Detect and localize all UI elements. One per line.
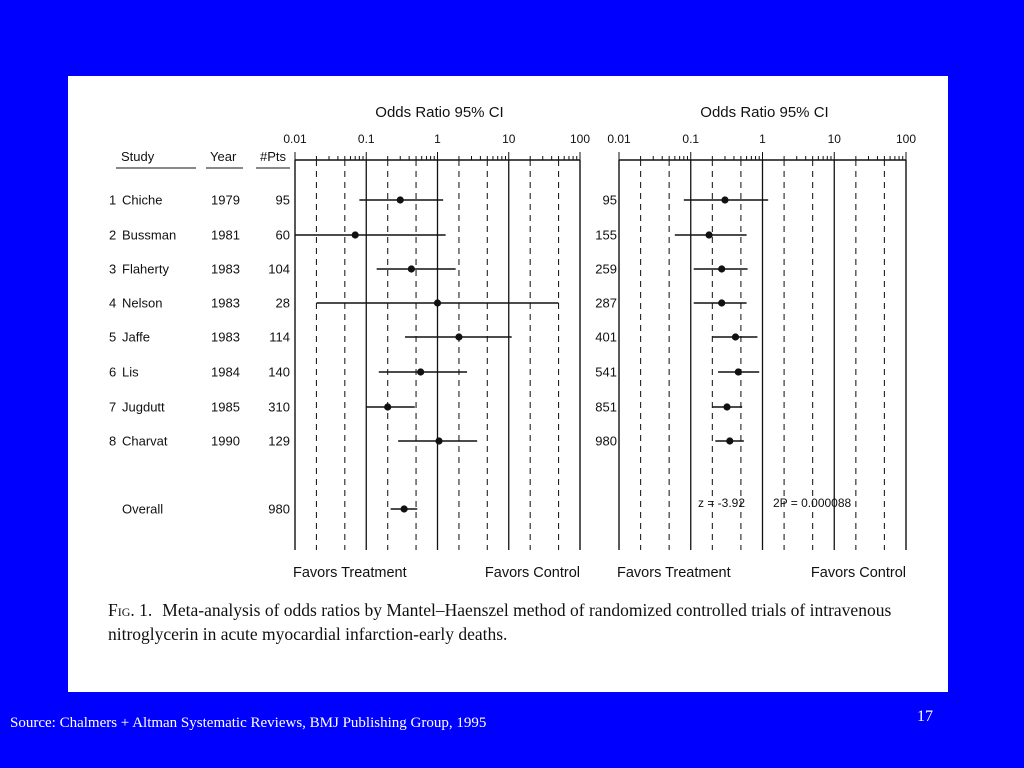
panel2-study-pts: 259 — [595, 261, 617, 277]
panel1-study-pts: 140 — [268, 364, 290, 380]
panel1-study-pts: 104 — [268, 261, 290, 277]
panel2-tick-label: 10 — [827, 132, 841, 146]
stat-p: 2P = 0.000088 — [773, 496, 852, 510]
forest-plot-figure — [68, 76, 948, 596]
panel2-point-estimate — [718, 299, 725, 306]
panel1-study-pts: 28 — [275, 295, 290, 311]
header-pts: #Pts — [260, 149, 287, 164]
header-study: Study — [121, 149, 155, 164]
panel1-study-pts: 129 — [268, 433, 290, 449]
panel1-tick-label: 1 — [434, 132, 441, 146]
panel1-point-estimate — [397, 196, 404, 203]
study-year: 1984 — [211, 364, 240, 380]
panel2-point-estimate — [723, 403, 730, 410]
figure-caption-label: Fig. 1. — [108, 600, 153, 620]
panel2-point-estimate — [718, 265, 725, 272]
panel1-tick-label: 0.01 — [283, 132, 307, 146]
panel1-overall-pts: 980 — [268, 501, 290, 517]
panel1-point-estimate — [455, 333, 462, 340]
panel2-tick-label: 100 — [895, 132, 917, 146]
panel1-tick-label: 100 — [569, 132, 591, 146]
panel1-title: Odds Ratio 95% CI — [375, 104, 504, 121]
panel2-tick-label: 0.01 — [607, 132, 631, 146]
figure-caption — [108, 598, 938, 646]
panel1-point-estimate — [434, 299, 441, 306]
study-number: 6 — [109, 364, 117, 380]
study-name: Charvat — [122, 433, 168, 449]
study-year: 1985 — [211, 399, 240, 415]
panel1-study-pts: 310 — [268, 399, 290, 415]
panel2-point-estimate — [735, 368, 742, 375]
panel2-study-pts: 851 — [595, 399, 617, 415]
panel1-tick-label: 10 — [502, 132, 516, 146]
panel2-footer-left: Favors Treatment — [617, 565, 731, 581]
panel2-study-pts: 95 — [602, 192, 617, 208]
panel2-point-estimate — [705, 231, 712, 238]
figure — [68, 76, 948, 692]
slide-number: 17 — [917, 708, 933, 725]
study-name: Nelson — [122, 295, 163, 311]
study-name: Bussman — [122, 227, 177, 243]
study-number: 5 — [109, 329, 117, 345]
figure-caption-text: Meta-analysis of odds ratios by Mantel–Haenszel method of randomized controlled trials of intravenous nitroglycerin in acute myocardial infarction-early deaths. — [108, 600, 892, 644]
panel1-study-pts: 60 — [275, 227, 290, 243]
panel1-point-estimate — [352, 231, 359, 238]
source-citation: Source: Chalmers + Altman Systematic Reviews, BMJ Publishing Group, 1995 — [10, 715, 487, 731]
header-year: Year — [210, 149, 237, 164]
panel1-footer-right: Favors Control — [484, 565, 580, 581]
study-number: 1 — [109, 192, 117, 208]
panel2-title: Odds Ratio 95% CI — [700, 104, 829, 121]
study-year: 1983 — [211, 329, 240, 345]
study-number: 8 — [109, 433, 117, 449]
panel2-study-pts: 980 — [595, 433, 617, 449]
study-year: 1979 — [211, 192, 240, 208]
overall-label: Overall — [122, 501, 164, 517]
study-number: 2 — [109, 227, 117, 243]
study-name: Chiche — [122, 192, 163, 208]
panel2-footer-right: Favors Control — [810, 565, 906, 581]
panel2-tick-label: 0.1 — [682, 132, 700, 146]
panel2-point-estimate — [726, 437, 733, 444]
stat-z: z = -3.92 — [698, 496, 746, 510]
panel1-tick-label: 0.1 — [357, 132, 375, 146]
panel1-study-pts: 114 — [269, 329, 290, 345]
study-number: 3 — [109, 261, 117, 277]
study-number: 7 — [109, 399, 117, 415]
study-year: 1983 — [211, 261, 240, 277]
study-name: Jaffe — [122, 329, 150, 345]
panel2-point-estimate — [721, 196, 728, 203]
panel1-point-estimate — [384, 403, 391, 410]
panel1-point-estimate — [435, 437, 442, 444]
panel2-tick-label: 1 — [759, 132, 766, 146]
study-number: 4 — [109, 295, 117, 311]
panel2-study-pts: 401 — [595, 329, 617, 345]
panel2-study-pts: 287 — [595, 295, 617, 311]
panel1-footer-left: Favors Treatment — [293, 565, 407, 581]
panel1-study-pts: 95 — [275, 192, 290, 208]
panel1-overall-point-estimate — [401, 505, 408, 512]
panel1-point-estimate — [408, 265, 415, 272]
panel1-point-estimate — [417, 368, 424, 375]
study-name: Jugdutt — [122, 399, 165, 415]
panel2-study-pts: 541 — [595, 364, 617, 380]
panel2-study-pts: 155 — [595, 227, 617, 243]
study-year: 1983 — [211, 295, 240, 311]
study-year: 1981 — [211, 227, 240, 243]
study-name: Lis — [122, 364, 139, 380]
study-name: Flaherty — [122, 261, 169, 277]
study-year: 1990 — [211, 433, 240, 449]
panel2-point-estimate — [732, 333, 739, 340]
